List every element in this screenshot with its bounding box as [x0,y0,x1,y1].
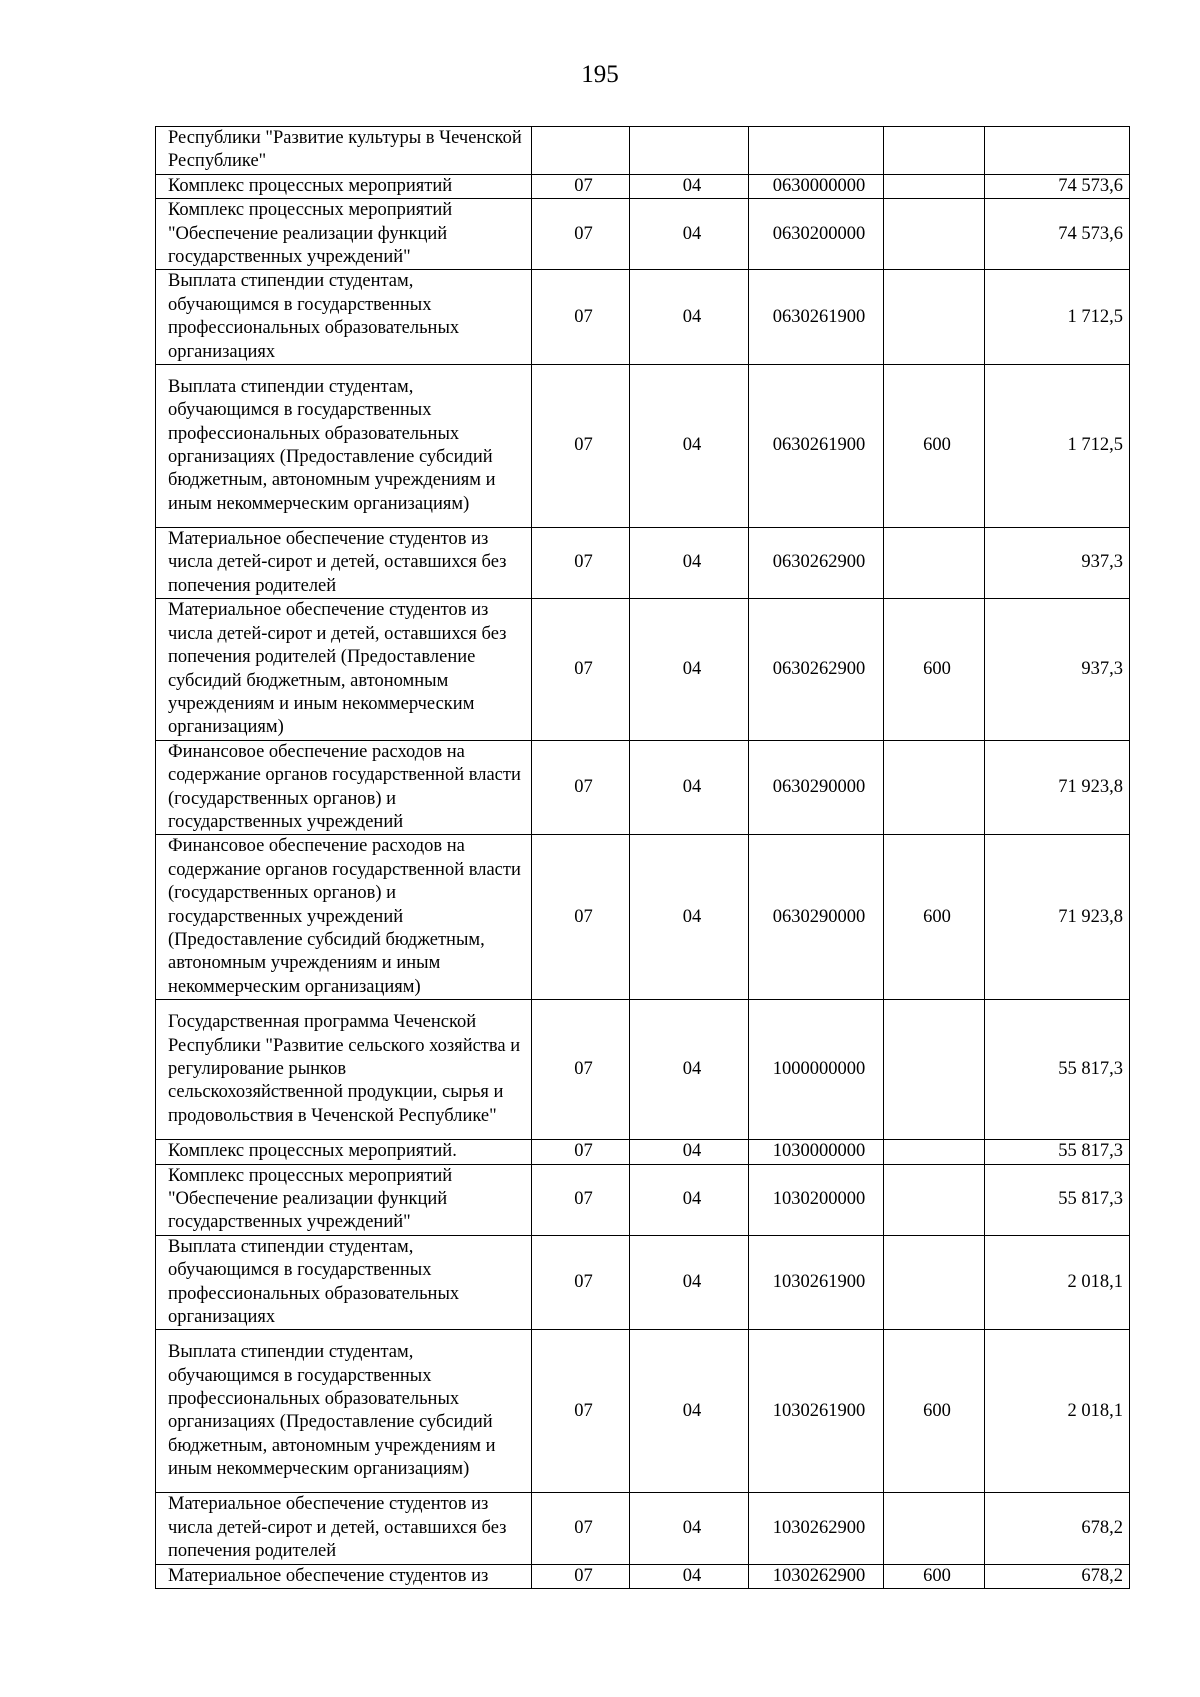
row-subsection: 04 [630,1330,749,1493]
table-row [156,1140,1130,1164]
table-row [156,835,1130,1000]
row-target-article: 1030200000 [749,1164,884,1235]
row-name: Материальное обеспечение студентов из числа детей-сирот и детей, оставшихся без попечения родителей [156,1493,532,1564]
row-name: Комплекс процессных мероприятий. [156,1140,532,1164]
row-subsection: 04 [630,740,749,835]
row-name: Материальное обеспечение студентов из числа детей-сирот и детей, оставшихся без попечения родителей [156,528,532,599]
row-expense-type [884,270,985,365]
row-target-article: 1030262900 [749,1564,884,1588]
row-section: 07 [532,1235,630,1330]
row-amount: 55 817,3 [985,1164,1130,1235]
row-amount: 71 923,8 [985,740,1130,835]
table-row [156,199,1130,270]
row-expense-type: 600 [884,365,985,528]
row-name: Материальное обеспечение студентов из [156,1564,532,1588]
row-section: 07 [532,365,630,528]
row-expense-type [884,127,985,175]
row-subsection: 04 [630,1140,749,1164]
row-target-article: 0630262900 [749,599,884,740]
row-section: 07 [532,599,630,740]
row-subsection: 04 [630,1493,749,1564]
row-target-article: 1030262900 [749,1493,884,1564]
budget-table [155,126,1130,1589]
row-amount: 678,2 [985,1564,1130,1588]
table-row [156,740,1130,835]
row-target-article [749,127,884,175]
row-amount: 55 817,3 [985,1140,1130,1164]
row-name: Республики "Развитие культуры в Чеченской Республике" [156,127,532,175]
row-name: Комплекс процессных мероприятий "Обеспечение реализации функций государственных учреждений" [156,1164,532,1235]
row-section: 07 [532,174,630,198]
table-row [156,1564,1130,1588]
row-amount: 74 573,6 [985,199,1130,270]
row-subsection: 04 [630,1564,749,1588]
row-amount: 678,2 [985,1493,1130,1564]
row-name: Комплекс процессных мероприятий "Обеспечение реализации функций государственных учреждений" [156,199,532,270]
row-section: 07 [532,1000,630,1140]
row-amount: 1 712,5 [985,365,1130,528]
row-section: 07 [532,740,630,835]
row-expense-type: 600 [884,1564,985,1588]
row-expense-type [884,1493,985,1564]
row-expense-type [884,174,985,198]
table-row [156,1493,1130,1564]
row-name: Государственная программа Чеченской Республики "Развитие сельского хозяйства и регулирование рынков сельскохозяйственной продукции, сырья и продовольствия в Чеченской Республике" [156,1000,532,1140]
row-subsection: 04 [630,365,749,528]
row-expense-type: 600 [884,835,985,1000]
row-target-article: 1030261900 [749,1235,884,1330]
row-subsection: 04 [630,1000,749,1140]
row-subsection: 04 [630,528,749,599]
row-target-article: 0630261900 [749,270,884,365]
row-target-article: 1000000000 [749,1000,884,1140]
row-target-article: 0630262900 [749,528,884,599]
row-target-article: 1030261900 [749,1330,884,1493]
row-amount: 71 923,8 [985,835,1130,1000]
row-subsection: 04 [630,1235,749,1330]
row-amount: 937,3 [985,599,1130,740]
row-subsection: 04 [630,835,749,1000]
row-target-article: 0630200000 [749,199,884,270]
row-target-article: 1030000000 [749,1140,884,1164]
row-target-article: 0630261900 [749,365,884,528]
row-name: Выплата стипендии студентам, обучающимся в государственных профессиональных образовательных организациях (Предоставление субсидий бюджетным, автономным учреждениям и иным некоммерческим организациям) [156,365,532,528]
row-name: Выплата стипендии студентам, обучающимся в государственных профессиональных образовательных организациях (Предоставление субсидий бюджетным, автономным учреждениям и иным некоммерческим организациям) [156,1330,532,1493]
row-name: Материальное обеспечение студентов из числа детей-сирот и детей, оставшихся без попечения родителей (Предоставление субсидий бюджетным, автономным учреждениям и иным некоммерческим организациям) [156,599,532,740]
table-row [156,1164,1130,1235]
row-target-article: 0630290000 [749,835,884,1000]
row-section: 07 [532,199,630,270]
row-name: Выплата стипендии студентам, обучающимся в государственных профессиональных образовательных организациях [156,270,532,365]
row-section: 07 [532,835,630,1000]
row-expense-type [884,199,985,270]
row-amount: 55 817,3 [985,1000,1130,1140]
table-row [156,1235,1130,1330]
row-section: 07 [532,1164,630,1235]
row-subsection: 04 [630,270,749,365]
row-section: 07 [532,270,630,365]
row-amount: 2 018,1 [985,1235,1130,1330]
row-section: 07 [532,1493,630,1564]
row-name: Финансовое обеспечение расходов на содержание органов государственной власти (государственных органов) и государственных учреждений (Предоставление субсидий бюджетным, автономным учреждениям и иным некоммерческим организациям) [156,835,532,1000]
row-subsection: 04 [630,599,749,740]
table-row [156,270,1130,365]
row-section: 07 [532,1564,630,1588]
table-row [156,127,1130,175]
row-expense-type [884,1235,985,1330]
table-row [156,528,1130,599]
row-expense-type: 600 [884,599,985,740]
row-amount: 2 018,1 [985,1330,1130,1493]
row-target-article: 0630000000 [749,174,884,198]
row-section: 07 [532,1330,630,1493]
row-amount: 1 712,5 [985,270,1130,365]
row-section: 07 [532,528,630,599]
row-section [532,127,630,175]
row-name: Выплата стипендии студентам, обучающимся в государственных профессиональных образовательных организациях [156,1235,532,1330]
row-target-article: 0630290000 [749,740,884,835]
row-subsection [630,127,749,175]
row-name: Финансовое обеспечение расходов на содержание органов государственной власти (государственных органов) и государственных учреждений [156,740,532,835]
table-row [156,1330,1130,1493]
table-row [156,174,1130,198]
row-subsection: 04 [630,174,749,198]
row-expense-type [884,1140,985,1164]
row-expense-type [884,740,985,835]
row-subsection: 04 [630,1164,749,1235]
row-subsection: 04 [630,199,749,270]
row-expense-type [884,528,985,599]
row-expense-type [884,1000,985,1140]
row-section: 07 [532,1140,630,1164]
row-expense-type [884,1164,985,1235]
row-amount: 74 573,6 [985,174,1130,198]
row-expense-type: 600 [884,1330,985,1493]
row-amount: 937,3 [985,528,1130,599]
table-row [156,599,1130,740]
row-name: Комплекс процессных мероприятий [156,174,532,198]
page-number: 195 [581,61,619,88]
row-amount [985,127,1130,175]
table-row [156,365,1130,528]
table-row [156,1000,1130,1140]
